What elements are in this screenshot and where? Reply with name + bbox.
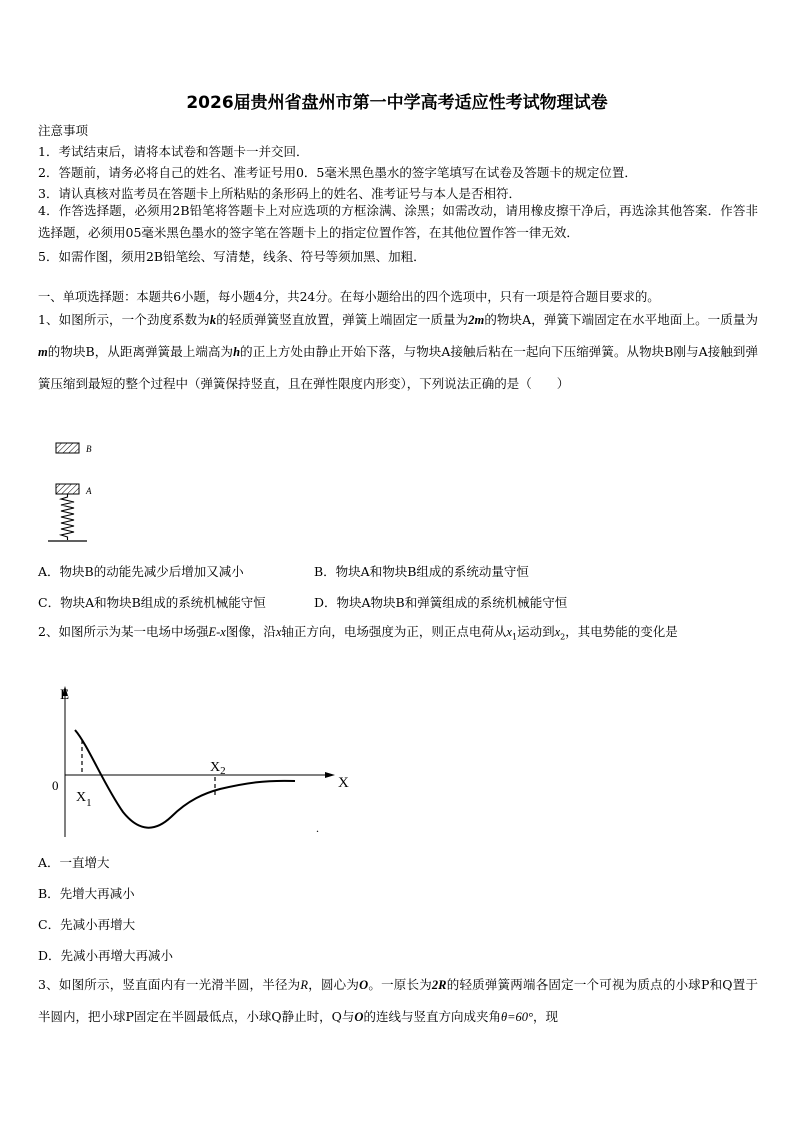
x-axis-label: X bbox=[338, 775, 349, 791]
graph-dot: . bbox=[316, 821, 319, 835]
q2-option-b: B．先增大再减小 bbox=[38, 886, 135, 901]
x2-label: $X_2$ bbox=[210, 760, 226, 777]
notice-item-1: 1．考试结束后，请将本试卷和答题卡一并交回． bbox=[38, 144, 309, 159]
x-axis-arrow bbox=[325, 772, 335, 778]
x1-label: $X_1$ bbox=[76, 790, 92, 809]
q2-option-c: C．先减小再增大 bbox=[38, 917, 136, 932]
q1-option-b: B．物块A和物块B组成的系统动量守恒 bbox=[314, 564, 529, 579]
q2-option-a: A．一直增大 bbox=[38, 855, 110, 870]
notice-item-4: 4．作答选择题，必须用2B铅笔将答题卡上对应选项的方框涂满、涂黑；如需改动，请用橡皮擦干净后，再选涂其他答案．作答非选择题，必须用05毫米黑色墨水的签字笔在答题卡上的指定位置作答，在其他位置作答一律无效． bbox=[38, 203, 758, 240]
q1-option-d: D．物块A物块B和弹簧组成的系统机械能守恒 bbox=[314, 595, 568, 610]
q1-option-c: C．物块A和物块B组成的系统机械能守恒 bbox=[38, 595, 266, 610]
block-b bbox=[56, 443, 79, 453]
question-1-stem: 1、如图所示，一个劲度系数为k的轻质弹簧竖直放置，弹簧上端固定一质量为2m的物块A，弹簧下端固定在水平地面上。一质量为m的物块B，从距离弹簧最上端高为h的正上方处由静止开始下落，与物块A接触后粘在一起向下压缩弹簧。从物块B刚与A接触到弹簧压缩到最短的整个过程中（弹簧保持竖直，且在弹性限度内形变），下列说法正确的是（ ） bbox=[38, 312, 759, 391]
spring-block-figure bbox=[40, 436, 120, 548]
e-x-graph bbox=[40, 680, 370, 840]
question-2-stem: 2、如图所示为某一电场中场强E-x图像，沿x轴正方向，电场强度为正，则正点电荷从$x_1$运动到$x_2$，其电势能的变化是 bbox=[38, 624, 678, 642]
notice-item-2: 2．答题前，请务必将自己的姓名、准考证号用0．5毫米黑色墨水的签字笔填写在试卷及答题卡的规定位置． bbox=[38, 165, 637, 180]
notice-item-3: 3．请认真核对监考员在答题卡上所粘贴的条形码上的姓名、准考证号与本人是否相符． bbox=[38, 186, 521, 201]
section-heading: 一、单项选择题：本题共6小题，每小题4分，共24分。在每小题给出的四个选项中，只有一项是符合题目要求的。 bbox=[38, 290, 660, 304]
block-a bbox=[56, 484, 79, 494]
q1-option-a: A．物块B的动能先减少后增加又减小 bbox=[38, 564, 244, 579]
spring bbox=[61, 494, 74, 540]
notice-heading: 注意事项 bbox=[38, 123, 89, 138]
block-a-label: A bbox=[86, 486, 92, 496]
page-title: 2026届贵州省盘州市第一中学高考适应性考试物理试卷 bbox=[186, 93, 608, 113]
q2-option-d: D．先减小再增大再减小 bbox=[38, 948, 174, 963]
e-axis-label: E bbox=[60, 687, 70, 703]
origin-label: 0 bbox=[52, 778, 59, 793]
question-3-stem: 3、如图所示，竖直面内有一光滑半圆，半径为R，圆心为O。一原长为2R的轻质弹簧两端各固定一个可视为质点的小球P和Q置于半圆内，把小球P固定在半圆最低点，小球Q静止时，Q与O的连线与竖直方向成夹角θ=60°，现 bbox=[38, 977, 758, 1024]
notice-item-5: 5．如需作图，须用2B铅笔绘、写清楚，线条、符号等须加黑、加粗． bbox=[38, 249, 426, 264]
block-b-label: B bbox=[86, 444, 92, 454]
field-curve bbox=[75, 730, 295, 828]
